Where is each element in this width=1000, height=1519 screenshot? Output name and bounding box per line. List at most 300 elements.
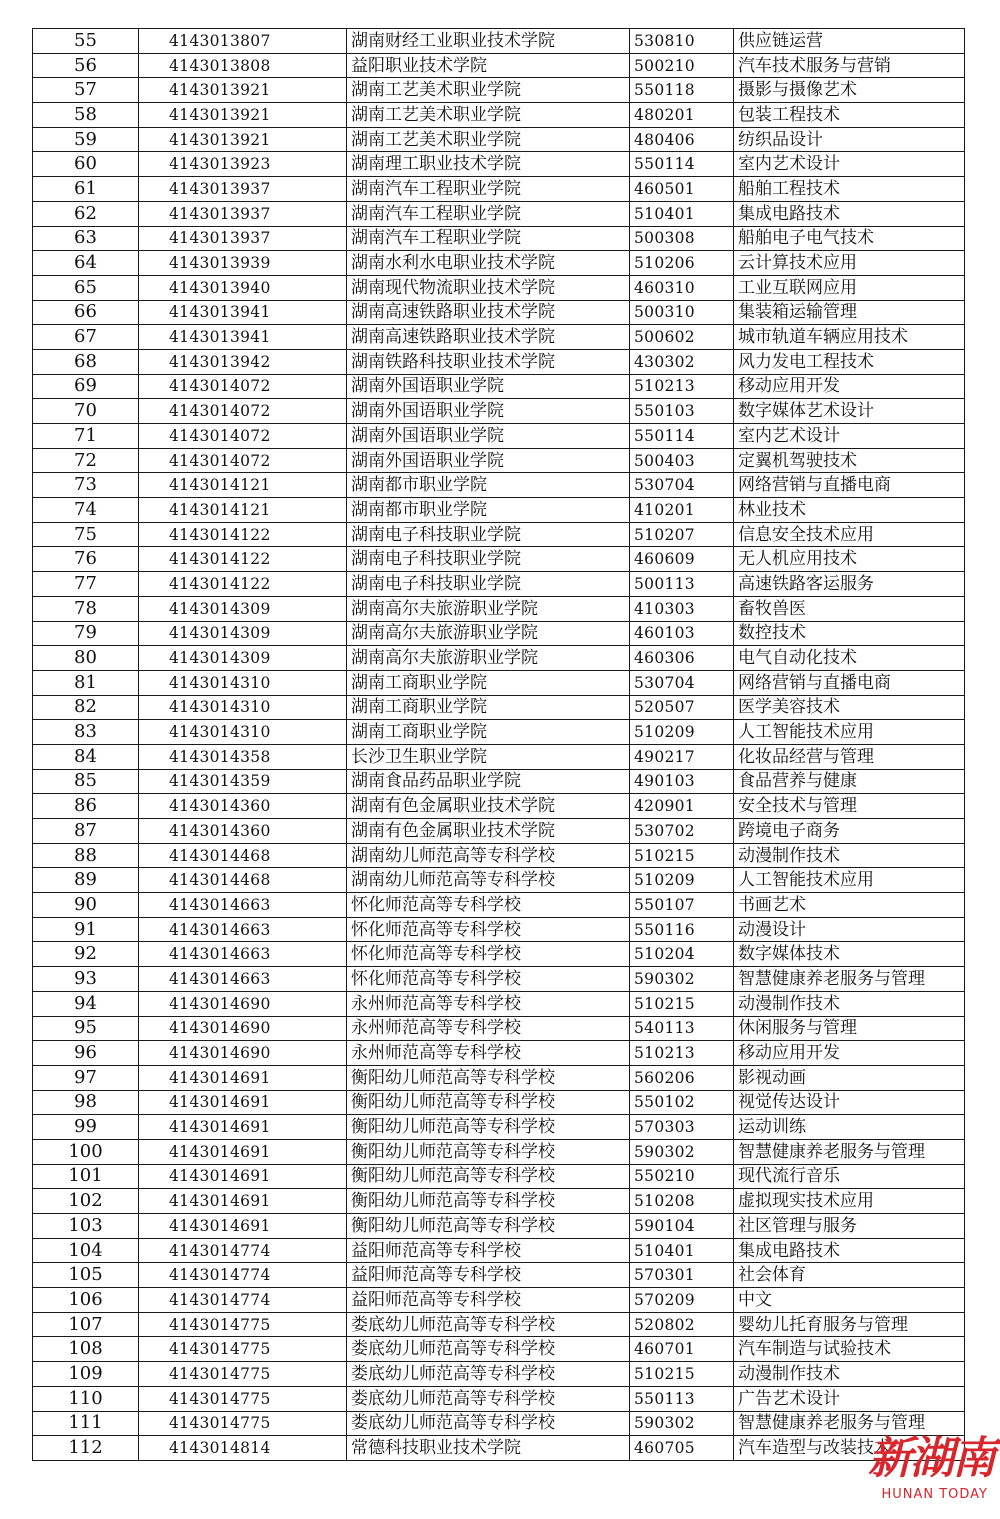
table-row [33, 1041, 965, 1066]
table-row [33, 621, 965, 646]
school-code-cell: 4143014468 [139, 843, 347, 868]
major-code-cell: 530810 [630, 29, 734, 54]
school-name-cell: 衡阳幼儿师范高等专科学校 [347, 1065, 630, 1090]
major-code-cell: 500310 [630, 300, 734, 325]
major-code-cell: 460103 [630, 621, 734, 646]
major-code-cell: 550210 [630, 1164, 734, 1189]
row-seq-cell: 83 [33, 720, 139, 745]
row-seq-cell: 84 [33, 744, 139, 769]
school-code-cell: 4143014310 [139, 670, 347, 695]
school-name-cell: 湖南工艺美术职业学院 [347, 127, 630, 152]
school-name-cell: 湖南食品药品职业学院 [347, 769, 630, 794]
school-code-cell: 4143014468 [139, 868, 347, 893]
school-code-cell: 4143014775 [139, 1337, 347, 1362]
school-name-cell: 湖南电子科技职业学院 [347, 522, 630, 547]
row-seq-cell: 61 [33, 177, 139, 202]
major-code-cell: 460306 [630, 646, 734, 671]
row-seq-cell: 74 [33, 498, 139, 523]
school-name-cell: 湖南工商职业学院 [347, 695, 630, 720]
major-code-cell: 460310 [630, 275, 734, 300]
row-seq-cell: 111 [33, 1411, 139, 1436]
school-code-cell: 4143014072 [139, 448, 347, 473]
major-code-cell: 550114 [630, 152, 734, 177]
major-code-cell: 510209 [630, 868, 734, 893]
major-name-cell: 广告艺术设计 [734, 1386, 965, 1411]
school-code-cell: 4143014360 [139, 819, 347, 844]
row-seq-cell: 93 [33, 967, 139, 992]
table-row [33, 1189, 965, 1214]
school-code-cell: 4143014359 [139, 769, 347, 794]
major-name-cell: 畜牧兽医 [734, 596, 965, 621]
row-seq-cell: 105 [33, 1263, 139, 1288]
table-row [33, 201, 965, 226]
major-name-cell: 安全技术与管理 [734, 794, 965, 819]
major-code-cell: 510209 [630, 720, 734, 745]
major-name-cell: 化妆品经营与管理 [734, 744, 965, 769]
school-name-cell: 怀化师范高等专科学校 [347, 967, 630, 992]
row-seq-cell: 71 [33, 424, 139, 449]
school-code-cell: 4143014122 [139, 522, 347, 547]
school-name-cell: 湖南工商职业学院 [347, 720, 630, 745]
row-seq-cell: 72 [33, 448, 139, 473]
major-code-cell: 590302 [630, 1139, 734, 1164]
major-name-cell: 婴幼儿托育服务与管理 [734, 1312, 965, 1337]
row-seq-cell: 106 [33, 1288, 139, 1313]
table-row [33, 572, 965, 597]
major-name-cell: 工业互联网应用 [734, 275, 965, 300]
major-name-cell: 数控技术 [734, 621, 965, 646]
row-seq-cell: 98 [33, 1090, 139, 1115]
school-name-cell: 娄底幼儿师范高等专科学校 [347, 1386, 630, 1411]
school-code-cell: 4143014309 [139, 646, 347, 671]
row-seq-cell: 103 [33, 1214, 139, 1239]
school-name-cell: 湖南工商职业学院 [347, 670, 630, 695]
school-name-cell: 湖南幼儿师范高等专科学校 [347, 868, 630, 893]
major-name-cell: 汽车造型与改装技术 [734, 1436, 965, 1461]
school-code-cell: 4143014775 [139, 1362, 347, 1387]
school-name-cell: 湖南理工职业技术学院 [347, 152, 630, 177]
school-code-cell: 4143014691 [139, 1214, 347, 1239]
school-code-cell: 4143014691 [139, 1065, 347, 1090]
table-row [33, 1337, 965, 1362]
table-row [33, 152, 965, 177]
school-code-cell: 4143014663 [139, 942, 347, 967]
major-code-cell: 560206 [630, 1065, 734, 1090]
table-row [33, 917, 965, 942]
row-seq-cell: 57 [33, 78, 139, 103]
school-code-cell: 4143014663 [139, 967, 347, 992]
school-name-cell: 娄底幼儿师范高等专科学校 [347, 1312, 630, 1337]
school-code-cell: 4143013807 [139, 29, 347, 54]
row-seq-cell: 64 [33, 251, 139, 276]
major-code-cell: 420901 [630, 794, 734, 819]
school-name-cell: 益阳师范高等专科学校 [347, 1288, 630, 1313]
school-code-cell: 4143014691 [139, 1189, 347, 1214]
major-name-cell: 汽车制造与试验技术 [734, 1337, 965, 1362]
table-row [33, 349, 965, 374]
major-name-cell: 定翼机驾驶技术 [734, 448, 965, 473]
major-name-cell: 虚拟现实技术应用 [734, 1189, 965, 1214]
table-row [33, 127, 965, 152]
table-row [33, 1115, 965, 1140]
table-row [33, 991, 965, 1016]
school-name-cell: 湖南工艺美术职业学院 [347, 103, 630, 128]
table-row [33, 374, 965, 399]
major-code-cell: 510401 [630, 1238, 734, 1263]
school-code-cell: 4143014072 [139, 424, 347, 449]
major-code-cell: 460609 [630, 547, 734, 572]
school-name-cell: 衡阳幼儿师范高等专科学校 [347, 1214, 630, 1239]
table-row [33, 794, 965, 819]
row-seq-cell: 81 [33, 670, 139, 695]
school-name-cell: 湖南水利水电职业技术学院 [347, 251, 630, 276]
major-name-cell: 影视动画 [734, 1065, 965, 1090]
major-code-cell: 550102 [630, 1090, 734, 1115]
school-code-cell: 4143014121 [139, 498, 347, 523]
school-code-cell: 4143013808 [139, 53, 347, 78]
school-code-cell: 4143013923 [139, 152, 347, 177]
table-row [33, 1238, 965, 1263]
row-seq-cell: 90 [33, 893, 139, 918]
major-name-cell: 智慧健康养老服务与管理 [734, 1411, 965, 1436]
school-name-cell: 湖南高尔夫旅游职业学院 [347, 646, 630, 671]
row-seq-cell: 85 [33, 769, 139, 794]
major-name-cell: 人工智能技术应用 [734, 720, 965, 745]
school-name-cell: 湖南都市职业学院 [347, 498, 630, 523]
row-seq-cell: 102 [33, 1189, 139, 1214]
school-name-cell: 湖南汽车工程职业学院 [347, 226, 630, 251]
table-row [33, 29, 965, 54]
row-seq-cell: 77 [33, 572, 139, 597]
row-seq-cell: 96 [33, 1041, 139, 1066]
major-name-cell: 林业技术 [734, 498, 965, 523]
major-code-cell: 540113 [630, 1016, 734, 1041]
major-code-cell: 550103 [630, 399, 734, 424]
table-row [33, 1016, 965, 1041]
school-code-cell: 4143014072 [139, 399, 347, 424]
row-seq-cell: 60 [33, 152, 139, 177]
table-row [33, 1312, 965, 1337]
table-row [33, 448, 965, 473]
table-row [33, 1090, 965, 1115]
school-name-cell: 娄底幼儿师范高等专科学校 [347, 1411, 630, 1436]
major-name-cell: 风力发电工程技术 [734, 349, 965, 374]
row-seq-cell: 79 [33, 621, 139, 646]
major-name-cell: 运动训练 [734, 1115, 965, 1140]
major-name-cell: 无人机应用技术 [734, 547, 965, 572]
major-name-cell: 休闲服务与管理 [734, 1016, 965, 1041]
table-row [33, 942, 965, 967]
school-code-cell: 4143014072 [139, 374, 347, 399]
row-seq-cell: 78 [33, 596, 139, 621]
major-code-cell: 550116 [630, 917, 734, 942]
major-name-cell: 包装工程技术 [734, 103, 965, 128]
major-code-cell: 510213 [630, 1041, 734, 1066]
school-name-cell: 常德科技职业技术学院 [347, 1436, 630, 1461]
major-name-cell: 集装箱运输管理 [734, 300, 965, 325]
major-name-cell: 数字媒体艺术设计 [734, 399, 965, 424]
major-code-cell: 510213 [630, 374, 734, 399]
school-code-cell: 4143013939 [139, 251, 347, 276]
major-code-cell: 500308 [630, 226, 734, 251]
table-row [33, 1164, 965, 1189]
school-name-cell: 怀化师范高等专科学校 [347, 893, 630, 918]
school-code-cell: 4143014122 [139, 547, 347, 572]
row-seq-cell: 56 [33, 53, 139, 78]
school-name-cell: 永州师范高等专科学校 [347, 991, 630, 1016]
major-code-cell: 510208 [630, 1189, 734, 1214]
table-row [33, 498, 965, 523]
school-name-cell: 益阳师范高等专科学校 [347, 1263, 630, 1288]
school-code-cell: 4143014358 [139, 744, 347, 769]
table-row [33, 1436, 965, 1461]
table-row [33, 744, 965, 769]
school-code-cell: 4143014309 [139, 621, 347, 646]
major-name-cell: 动漫制作技术 [734, 991, 965, 1016]
major-code-cell: 480201 [630, 103, 734, 128]
school-code-cell: 4143014691 [139, 1115, 347, 1140]
major-code-cell: 410201 [630, 498, 734, 523]
major-name-cell: 社区管理与服务 [734, 1214, 965, 1239]
major-name-cell: 船舶工程技术 [734, 177, 965, 202]
school-name-cell: 长沙卫生职业学院 [347, 744, 630, 769]
row-seq-cell: 89 [33, 868, 139, 893]
major-code-cell: 480406 [630, 127, 734, 152]
table-row [33, 1411, 965, 1436]
major-code-cell: 530704 [630, 670, 734, 695]
major-name-cell: 集成电路技术 [734, 201, 965, 226]
school-code-cell: 4143014691 [139, 1164, 347, 1189]
table-row [33, 522, 965, 547]
major-name-cell: 跨境电子商务 [734, 819, 965, 844]
table-row [33, 1263, 965, 1288]
row-seq-cell: 58 [33, 103, 139, 128]
major-code-cell: 570303 [630, 1115, 734, 1140]
table-row [33, 695, 965, 720]
school-name-cell: 永州师范高等专科学校 [347, 1041, 630, 1066]
major-name-cell: 网络营销与直播电商 [734, 473, 965, 498]
row-seq-cell: 95 [33, 1016, 139, 1041]
major-code-cell: 590302 [630, 1411, 734, 1436]
school-code-cell: 4143014774 [139, 1263, 347, 1288]
school-name-cell: 湖南外国语职业学院 [347, 399, 630, 424]
major-name-cell: 视觉传达设计 [734, 1090, 965, 1115]
table-row [33, 819, 965, 844]
major-name-cell: 智慧健康养老服务与管理 [734, 1139, 965, 1164]
school-name-cell: 湖南铁路科技职业技术学院 [347, 349, 630, 374]
hunan-today-watermark [834, 1435, 994, 1511]
school-name-cell: 湖南高尔夫旅游职业学院 [347, 596, 630, 621]
school-name-cell: 娄底幼儿师范高等专科学校 [347, 1362, 630, 1387]
major-name-cell: 医学美容技术 [734, 695, 965, 720]
school-code-cell: 4143013937 [139, 201, 347, 226]
major-code-cell: 490103 [630, 769, 734, 794]
major-name-cell: 船舶电子电气技术 [734, 226, 965, 251]
school-name-cell: 益阳职业技术学院 [347, 53, 630, 78]
major-name-cell: 人工智能技术应用 [734, 868, 965, 893]
school-name-cell: 娄底幼儿师范高等专科学校 [347, 1337, 630, 1362]
major-name-cell: 网络营销与直播电商 [734, 670, 965, 695]
table-row [33, 473, 965, 498]
table-row [33, 1362, 965, 1387]
school-name-cell: 衡阳幼儿师范高等专科学校 [347, 1189, 630, 1214]
major-code-cell: 520507 [630, 695, 734, 720]
major-name-cell: 电气自动化技术 [734, 646, 965, 671]
major-name-cell: 智慧健康养老服务与管理 [734, 967, 965, 992]
school-code-cell: 4143013941 [139, 300, 347, 325]
major-name-cell: 摄影与摄像艺术 [734, 78, 965, 103]
row-seq-cell: 65 [33, 275, 139, 300]
table-row [33, 226, 965, 251]
major-name-cell: 云计算技术应用 [734, 251, 965, 276]
table-row [33, 424, 965, 449]
row-seq-cell: 63 [33, 226, 139, 251]
school-name-cell: 湖南都市职业学院 [347, 473, 630, 498]
major-code-cell: 410303 [630, 596, 734, 621]
major-code-cell: 510215 [630, 991, 734, 1016]
table-row [33, 893, 965, 918]
major-code-cell: 550114 [630, 424, 734, 449]
major-name-cell: 中文 [734, 1288, 965, 1313]
table-row [33, 1214, 965, 1239]
row-seq-cell: 107 [33, 1312, 139, 1337]
table-row [33, 1139, 965, 1164]
school-code-cell: 4143014691 [139, 1139, 347, 1164]
school-code-cell: 4143013937 [139, 226, 347, 251]
table-row [33, 399, 965, 424]
school-code-cell: 4143014690 [139, 1041, 347, 1066]
major-name-cell: 高速铁路客运服务 [734, 572, 965, 597]
major-name-cell: 移动应用开发 [734, 374, 965, 399]
major-code-cell: 500403 [630, 448, 734, 473]
major-name-cell: 数字媒体技术 [734, 942, 965, 967]
school-code-cell: 4143014775 [139, 1312, 347, 1337]
school-code-cell: 4143013921 [139, 78, 347, 103]
school-name-cell: 怀化师范高等专科学校 [347, 917, 630, 942]
school-name-cell: 衡阳幼儿师范高等专科学校 [347, 1090, 630, 1115]
major-code-cell: 590302 [630, 967, 734, 992]
majors-table [32, 28, 965, 1461]
school-name-cell: 湖南汽车工程职业学院 [347, 177, 630, 202]
major-code-cell: 520802 [630, 1312, 734, 1337]
school-code-cell: 4143013921 [139, 127, 347, 152]
row-seq-cell: 76 [33, 547, 139, 572]
row-seq-cell: 70 [33, 399, 139, 424]
row-seq-cell: 80 [33, 646, 139, 671]
row-seq-cell: 110 [33, 1386, 139, 1411]
school-name-cell: 湖南有色金属职业技术学院 [347, 819, 630, 844]
school-name-cell: 益阳师范高等专科学校 [347, 1238, 630, 1263]
school-code-cell: 4143014310 [139, 695, 347, 720]
major-code-cell: 460705 [630, 1436, 734, 1461]
school-name-cell: 湖南幼儿师范高等专科学校 [347, 843, 630, 868]
table-row [33, 670, 965, 695]
table-body [33, 29, 965, 1461]
school-code-cell: 4143014309 [139, 596, 347, 621]
school-code-cell: 4143014691 [139, 1090, 347, 1115]
school-name-cell: 湖南工艺美术职业学院 [347, 78, 630, 103]
major-code-cell: 510206 [630, 251, 734, 276]
school-name-cell: 衡阳幼儿师范高等专科学校 [347, 1139, 630, 1164]
row-seq-cell: 55 [33, 29, 139, 54]
table-row [33, 769, 965, 794]
table-row [33, 78, 965, 103]
major-name-cell: 纺织品设计 [734, 127, 965, 152]
row-seq-cell: 66 [33, 300, 139, 325]
row-seq-cell: 109 [33, 1362, 139, 1387]
major-code-cell: 510401 [630, 201, 734, 226]
table-row [33, 868, 965, 893]
row-seq-cell: 67 [33, 325, 139, 350]
school-code-cell: 4143014122 [139, 572, 347, 597]
school-code-cell: 4143014360 [139, 794, 347, 819]
row-seq-cell: 82 [33, 695, 139, 720]
table-row [33, 596, 965, 621]
school-name-cell: 衡阳幼儿师范高等专科学校 [347, 1164, 630, 1189]
row-seq-cell: 91 [33, 917, 139, 942]
row-seq-cell: 88 [33, 843, 139, 868]
row-seq-cell: 68 [33, 349, 139, 374]
major-name-cell: 动漫制作技术 [734, 843, 965, 868]
majors-table-container [32, 28, 964, 1461]
table-row [33, 325, 965, 350]
school-name-cell: 衡阳幼儿师范高等专科学校 [347, 1115, 630, 1140]
major-code-cell: 590104 [630, 1214, 734, 1239]
school-code-cell: 4143014690 [139, 1016, 347, 1041]
major-code-cell: 550113 [630, 1386, 734, 1411]
school-name-cell: 怀化师范高等专科学校 [347, 942, 630, 967]
major-code-cell: 510207 [630, 522, 734, 547]
major-code-cell: 530702 [630, 819, 734, 844]
row-seq-cell: 94 [33, 991, 139, 1016]
school-name-cell: 湖南外国语职业学院 [347, 448, 630, 473]
school-name-cell: 湖南现代物流职业技术学院 [347, 275, 630, 300]
major-code-cell: 510215 [630, 843, 734, 868]
table-row [33, 967, 965, 992]
row-seq-cell: 87 [33, 819, 139, 844]
table-row [33, 720, 965, 745]
school-code-cell: 4143014121 [139, 473, 347, 498]
row-seq-cell: 86 [33, 794, 139, 819]
row-seq-cell: 99 [33, 1115, 139, 1140]
major-code-cell: 500602 [630, 325, 734, 350]
school-name-cell: 湖南外国语职业学院 [347, 424, 630, 449]
row-seq-cell: 92 [33, 942, 139, 967]
watermark-logo-text: 新湖南 [868, 1433, 994, 1484]
school-code-cell: 4143014774 [139, 1238, 347, 1263]
table-row [33, 843, 965, 868]
major-name-cell: 集成电路技术 [734, 1238, 965, 1263]
school-code-cell: 4143014690 [139, 991, 347, 1016]
school-name-cell: 永州师范高等专科学校 [347, 1016, 630, 1041]
school-code-cell: 4143014663 [139, 917, 347, 942]
major-code-cell: 460501 [630, 177, 734, 202]
row-seq-cell: 101 [33, 1164, 139, 1189]
major-name-cell: 书画艺术 [734, 893, 965, 918]
major-code-cell: 510215 [630, 1362, 734, 1387]
major-code-cell: 500113 [630, 572, 734, 597]
school-code-cell: 4143013942 [139, 349, 347, 374]
table-row [33, 547, 965, 572]
school-code-cell: 4143013941 [139, 325, 347, 350]
school-code-cell: 4143014663 [139, 893, 347, 918]
table-row [33, 177, 965, 202]
school-code-cell: 4143014310 [139, 720, 347, 745]
school-name-cell: 湖南财经工业职业技术学院 [347, 29, 630, 54]
major-name-cell: 城市轨道车辆应用技术 [734, 325, 965, 350]
major-name-cell: 室内艺术设计 [734, 424, 965, 449]
major-name-cell: 现代流行音乐 [734, 1164, 965, 1189]
